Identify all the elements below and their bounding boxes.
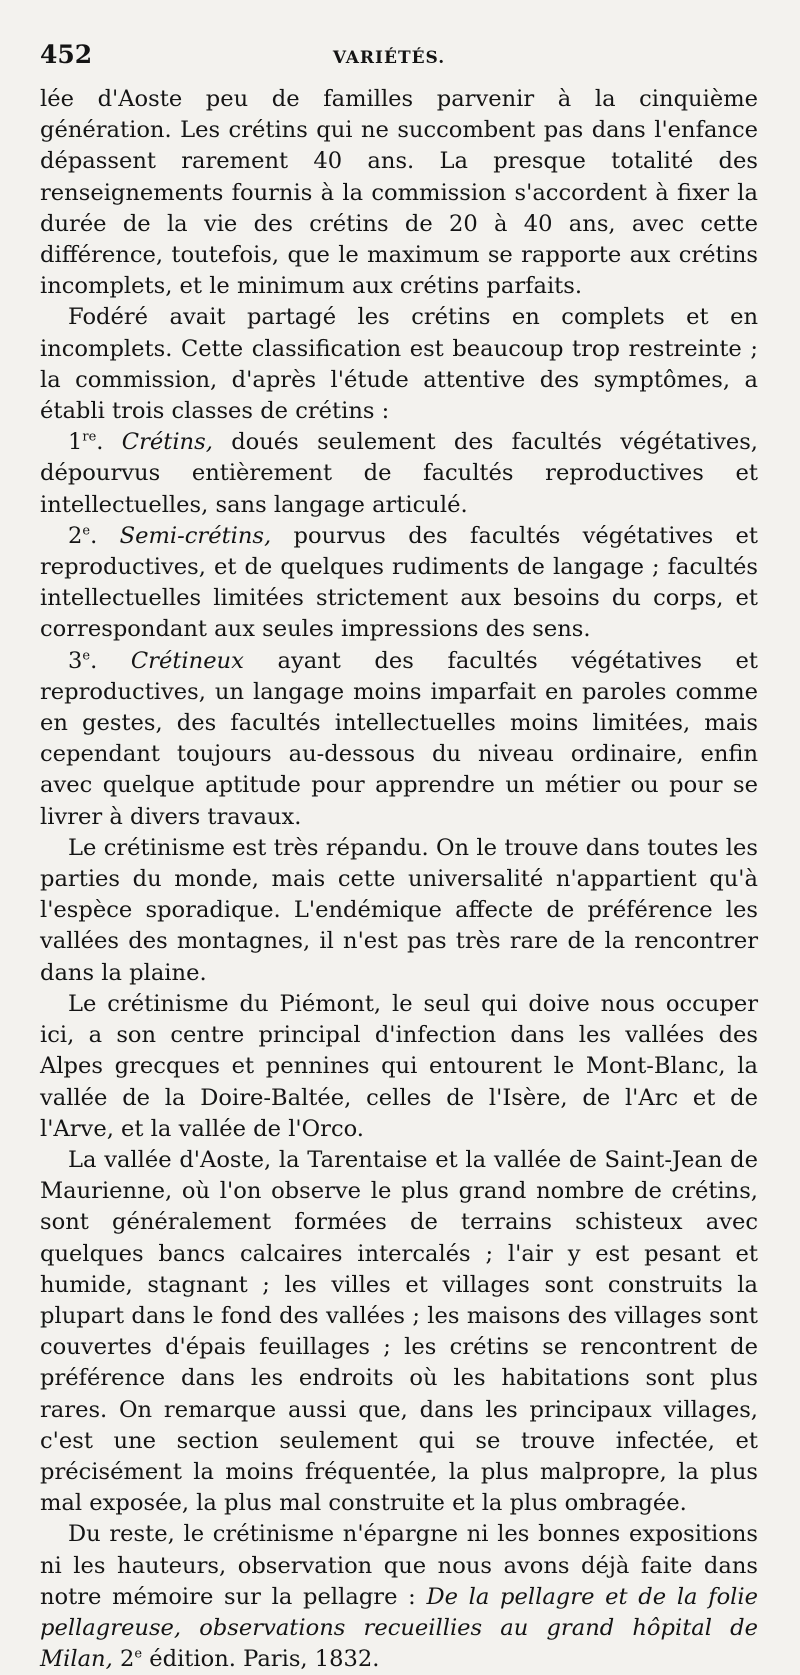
paragraph-5: La vallée d'Aoste, la Tarentaise et la vallée de Saint-Jean de Maurienne, où l'on observe le plus grand nombre de crétins, sont généralement formées de terrains schisteux avec quelques bancs calcaires intercalés ; l'air y est pesant et humide, stagnant ; les villes et villages sont construits la plupart dans le fond des vallées ; les maisons des villages sont couvertes d'épais feuillages ; les crétins se rencontrent de préférence dans les endroits où les habitations sont plus rares. On remarque aussi que, dans les principaux villages, c'est une section seulement qui se trouve infectée, et précisément la moins fréquentée, la plus malpropre, la plus mal exposée, la plus mal construite et la plus ombragée.: [40, 1146, 758, 1517]
page-header: [40, 40, 758, 84]
edition-number: 2: [119, 1646, 135, 1673]
paragraph-2: Fodéré avait partagé les crétins en complets et en incomplets. Cette classification est beaucoup trop restreinte ; la commission, d'après l'étude attentive des symptômes, a établi trois classes de crétins :: [40, 304, 758, 425]
item-text: pourvus des facultés végétatives et reproductives, et de quelques rudiments de langage ; facultés intellectuelles limitées strictement aux besoins du corps, et correspondant aux seules impressions des sens.: [40, 522, 758, 643]
class-item-1: 1re. Crétins, doués seulement des facultés végétatives, dépourvus entièrement de facultés reproductives et intellectuelles, sans langage articulé.: [40, 429, 758, 518]
item-ordinal: re: [82, 429, 97, 445]
paragraph-6-text: Du reste, le crétinisme n'épargne ni les bonnes expositions ni les hauteurs, observation que nous avons déjà faite dans notre mémoire sur la pellagre :: [40, 1521, 758, 1610]
paragraph-1: lée d'Aoste peu de familles parvenir à la cinquième génération. Les crétins qui ne succombent pas dans l'enfance dépassent rarement 40 ans. La presque totalité des renseignements fournis à la commission s'accordent à fixer la durée de la vie des crétins de 20 à 40 ans, avec cette différence, toutefois, que le maximum se rapporte aux crétins incomplets, et le minimum aux crétins parfaits.: [40, 86, 758, 300]
paragraph-3: Le crétinisme est très répandu. On le trouve dans toutes les parties du monde, mais cette universalité n'appartient qu'à l'espèce sporadique. L'endémique affecte de préférence les vallées des montagnes, il n'est pas très rare de la rencontrer dans la plaine.: [40, 834, 758, 986]
item-ordinal: e: [82, 648, 91, 664]
item-number: 2: [68, 522, 83, 549]
running-head: VARIÉTÉS.: [332, 48, 446, 68]
cited-work-title: De la pellagre et de la folie pellagreuse, observations recueillies au grand hôpital de Milan,: [40, 1583, 758, 1673]
item-text: doués seulement des facultés végétatives, dépourvus entièrement de facultés reproductives et intellectuelles, sans langage articulé.: [40, 429, 758, 518]
body-text: [40, 84, 758, 1675]
item-text: ayant des facultés végétatives et reproductives, un langage moins imparfait en paroles comme en gestes, des facultés intellectuelles moins limitées, mais cependant toujours au-dessous du niveau ordinaire, enfin avec quelque aptitude pour apprendre un métier ou pour se livrer à divers travaux.: [40, 647, 758, 830]
item-term: Crétins,: [121, 429, 213, 456]
paragraph-6: [40, 1519, 758, 1675]
citation-tail: édition. Paris, 1832.: [149, 1646, 380, 1673]
item-number: 3: [68, 647, 83, 674]
edition-ordinal: e: [134, 1646, 143, 1662]
item-term: Crétineux: [130, 647, 244, 674]
item-number: 1: [68, 429, 83, 456]
page-number: 452: [40, 40, 93, 69]
item-ordinal: e: [82, 523, 91, 539]
class-item-2: 2e. Semi-crétins, pourvus des facultés végétatives et reproductives, et de quelques rudiments de langage ; facultés intellectuelles limitées strictement aux besoins du corps, et correspondant aux seules impressions des sens.: [40, 522, 758, 643]
item-term: Semi-crétins,: [119, 522, 272, 549]
paragraph-4: Le crétinisme du Piémont, le seul qui doive nous occuper ici, a son centre principal d'infection dans les vallées des Alpes grecques et pennines qui entourent le Mont-Blanc, la vallée de la Doire-Baltée, celles de l'Isère, de l'Arc et de l'Arve, et la vallée de l'Orco.: [40, 990, 758, 1142]
class-item-3: 3e. Crétineux ayant des facultés végétatives et reproductives, un langage moins imparfait en paroles comme en gestes, des facultés intellectuelles moins limitées, mais cependant toujours au-dessous du niveau ordinaire, enfin avec quelque aptitude pour apprendre un métier ou pour se livrer à divers travaux.: [40, 647, 758, 830]
